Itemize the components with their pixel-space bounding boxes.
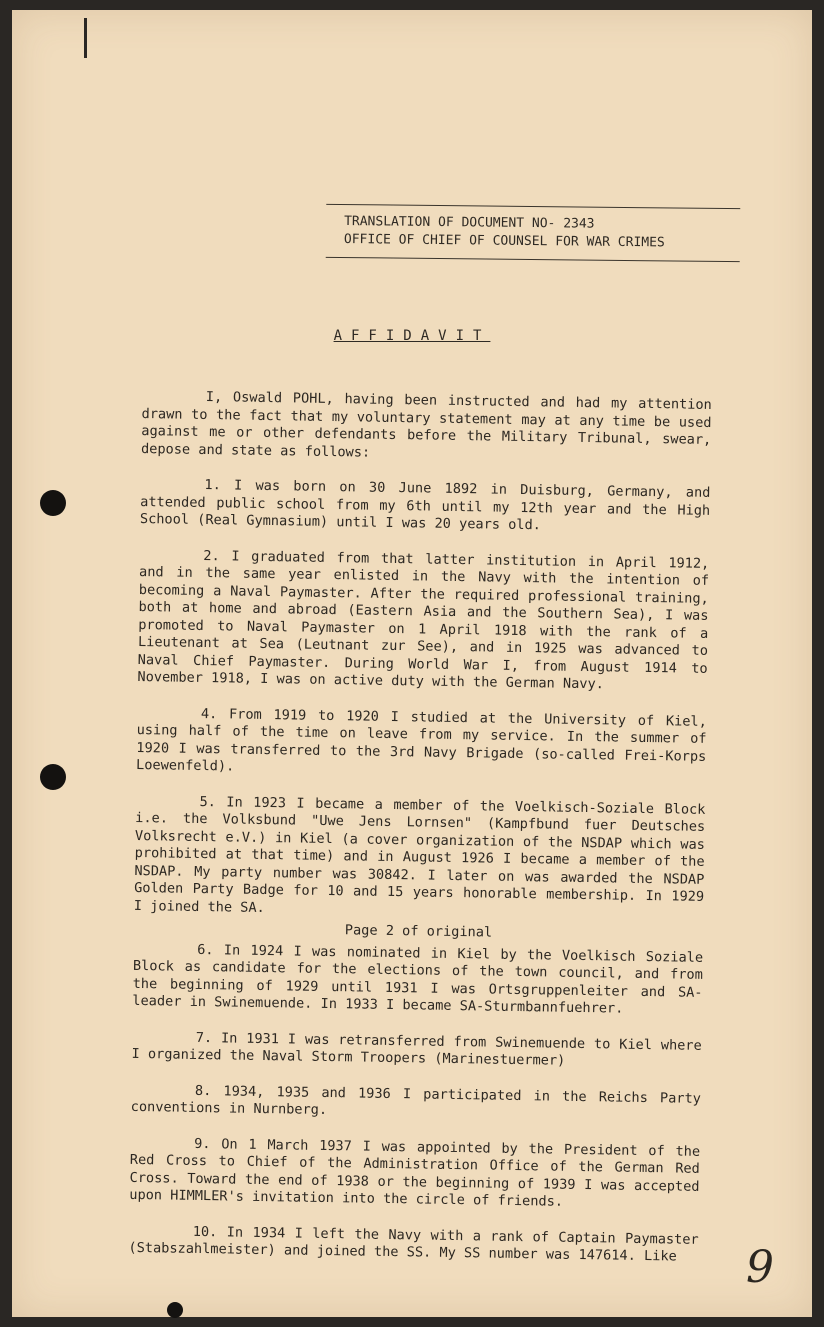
document-page [12,10,812,1317]
paragraph-7: 7. In 1931 I was retransferred from Swinemuende to Kiel where I organized the Naval Storm Troopers (Marinestuermer) [131,1029,702,1069]
page-marker: Page 2 of original [344,922,493,941]
document-header [326,204,741,262]
paragraph-6: 6. In 1924 I was nominated in Kiel by the Voelkisch Soziale Block as candidate for the elections of the town council, and from the beginning of 1929 until 1931 I was Ortsgruppenleiter and SA-leader in Swinemuende. In 1933 I became SA-Sturmbannfuehrer. [132,941,704,1017]
punch-mark-bottom [167,1302,183,1318]
header-line-2: OFFICE OF CHIEF OF COUNSEL FOR WAR CRIMES [343,232,665,251]
punch-hole-top [40,490,66,516]
header-line-1: TRANSLATION OF DOCUMENT NO- 2343 [344,214,595,232]
paragraph-8: 8. 1934, 1935 and 1936 I participated in the Reichs Party conventions in Nurnberg. [130,1082,702,1118]
intro-paragraph: I, Oswald POHL, having been instructed and had my attention drawn to the fact that my voluntary statement may at any time be used against me or other defendants before the Military Tribunal, swear, depose and state as follows: [140,389,712,461]
affidavit-body [128,388,712,1284]
document-title: AFFIDAVIT [333,328,491,344]
paragraph-1: 1. I was born on 30 June 1892 in Duisburg, Germany, and attended public school from my 6th until my 12th year and the High School (Real Gymnasium) until I was 20 years old. [139,476,711,534]
paragraph-4: 4. From 1919 to 1920 I studied at the University of Kiel, using half of the time on leave from my service. In the summer of 1920 I was transferred to the 3rd Navy Brigade (so-called Frei-Korps Loewenfeld). [135,705,707,775]
paragraph-10: 10. In 1934 I left the Navy with a rank of Captain Paymaster (Stabszahlmeister) and joined the SS. My SS number was 147614. Like [128,1223,699,1265]
margin-mark [84,18,87,58]
paragraph-2: 2. I graduated from that latter institution in April 1912, and in the same year enlisted in the Navy with the intention of becoming a Naval Paymaster. After the required professional training, both at home and abroad (Eastern Asia and the Southern Sea), I was promoted to Naval Paymaster on 1 April 1918 with the rank of a Lieutenant at Sea (Leutnant zur See), and in 1925 was advanced to Naval Chief Paymaster. During World War I, from August 1914 to November 1918, I was on active duty with the German Navy. [137,547,710,693]
punch-hole-bottom [40,764,66,790]
handwritten-page-number: 9 [746,1242,774,1293]
paragraph-9: 9. On 1 March 1937 I was appointed by the President of the Red Cross to Chief of the Administration Office of the German Red Cross. Toward the end of 1938 or the beginning of 1939 I was accepted upon HIMMLER's invitation into the circle of friends. [129,1135,701,1210]
paragraph-5: 5. In 1923 I became a member of the Voelkisch-Soziale Block i.e. the Volksbund "Uwe Jens Lornsen" (Kampfbund fuer Deutsches Volksrecht e.V.) in Kiel (a cover organization of the NSDAP which was prohibited at that time) and in August 1926 I became a member of the NSDAP. My party number was 30842. I later on was awarded the NSDAP Golden Party Badge for 10 and 15 years honorable membership. In 1929 I joined the SA. [133,793,706,916]
